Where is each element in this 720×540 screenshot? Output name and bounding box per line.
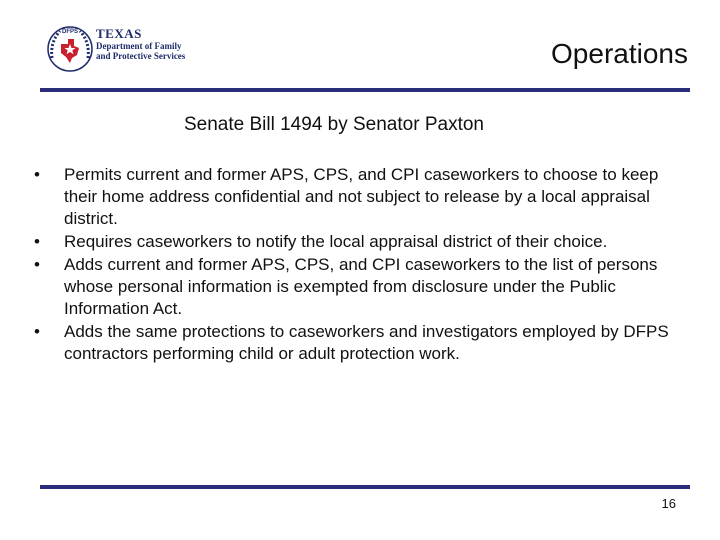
bullet-item [34,164,684,230]
bullet-list [34,164,684,366]
logo-line-2: and Protective Services [96,51,186,61]
bullet-icon: • [34,232,40,251]
bullet-item [34,254,684,320]
bullet-text: Permits current and former APS, CPS, and CPI caseworkers to choose to keep their home address confidential and not subject to release by a local appraisal district. [64,165,659,228]
bullet-text: Adds the same protections to caseworkers and investigators employed by DFPS contractors performing child or adult protection work. [64,322,669,363]
bullet-item [34,321,684,365]
logo-wordmark [96,27,185,61]
bullet-icon: • [34,322,40,341]
logo-line-1: Department of Family [96,41,182,51]
bullet-text: Adds current and former APS, CPS, and CPI caseworkers to the list of persons whose personal information is exempted from disclosure under the Public Information Act. [64,255,658,318]
dfps-logo [46,22,196,76]
page-number: 16 [661,496,676,511]
page-title: Operations [551,38,688,69]
bullet-item [34,231,684,253]
logo-badge-text: DFPS [61,29,79,35]
bullet-icon: • [34,255,40,274]
footer-divider [40,485,690,489]
bullet-icon: • [34,165,40,184]
header-divider [40,88,690,92]
slide-subtitle: Senate Bill 1494 by Senator Paxton [184,114,484,135]
dfps-seal-icon [46,22,94,76]
logo-state: TEXAS [96,26,142,41]
bullet-text: Requires caseworkers to notify the local appraisal district of their choice. [64,232,608,251]
